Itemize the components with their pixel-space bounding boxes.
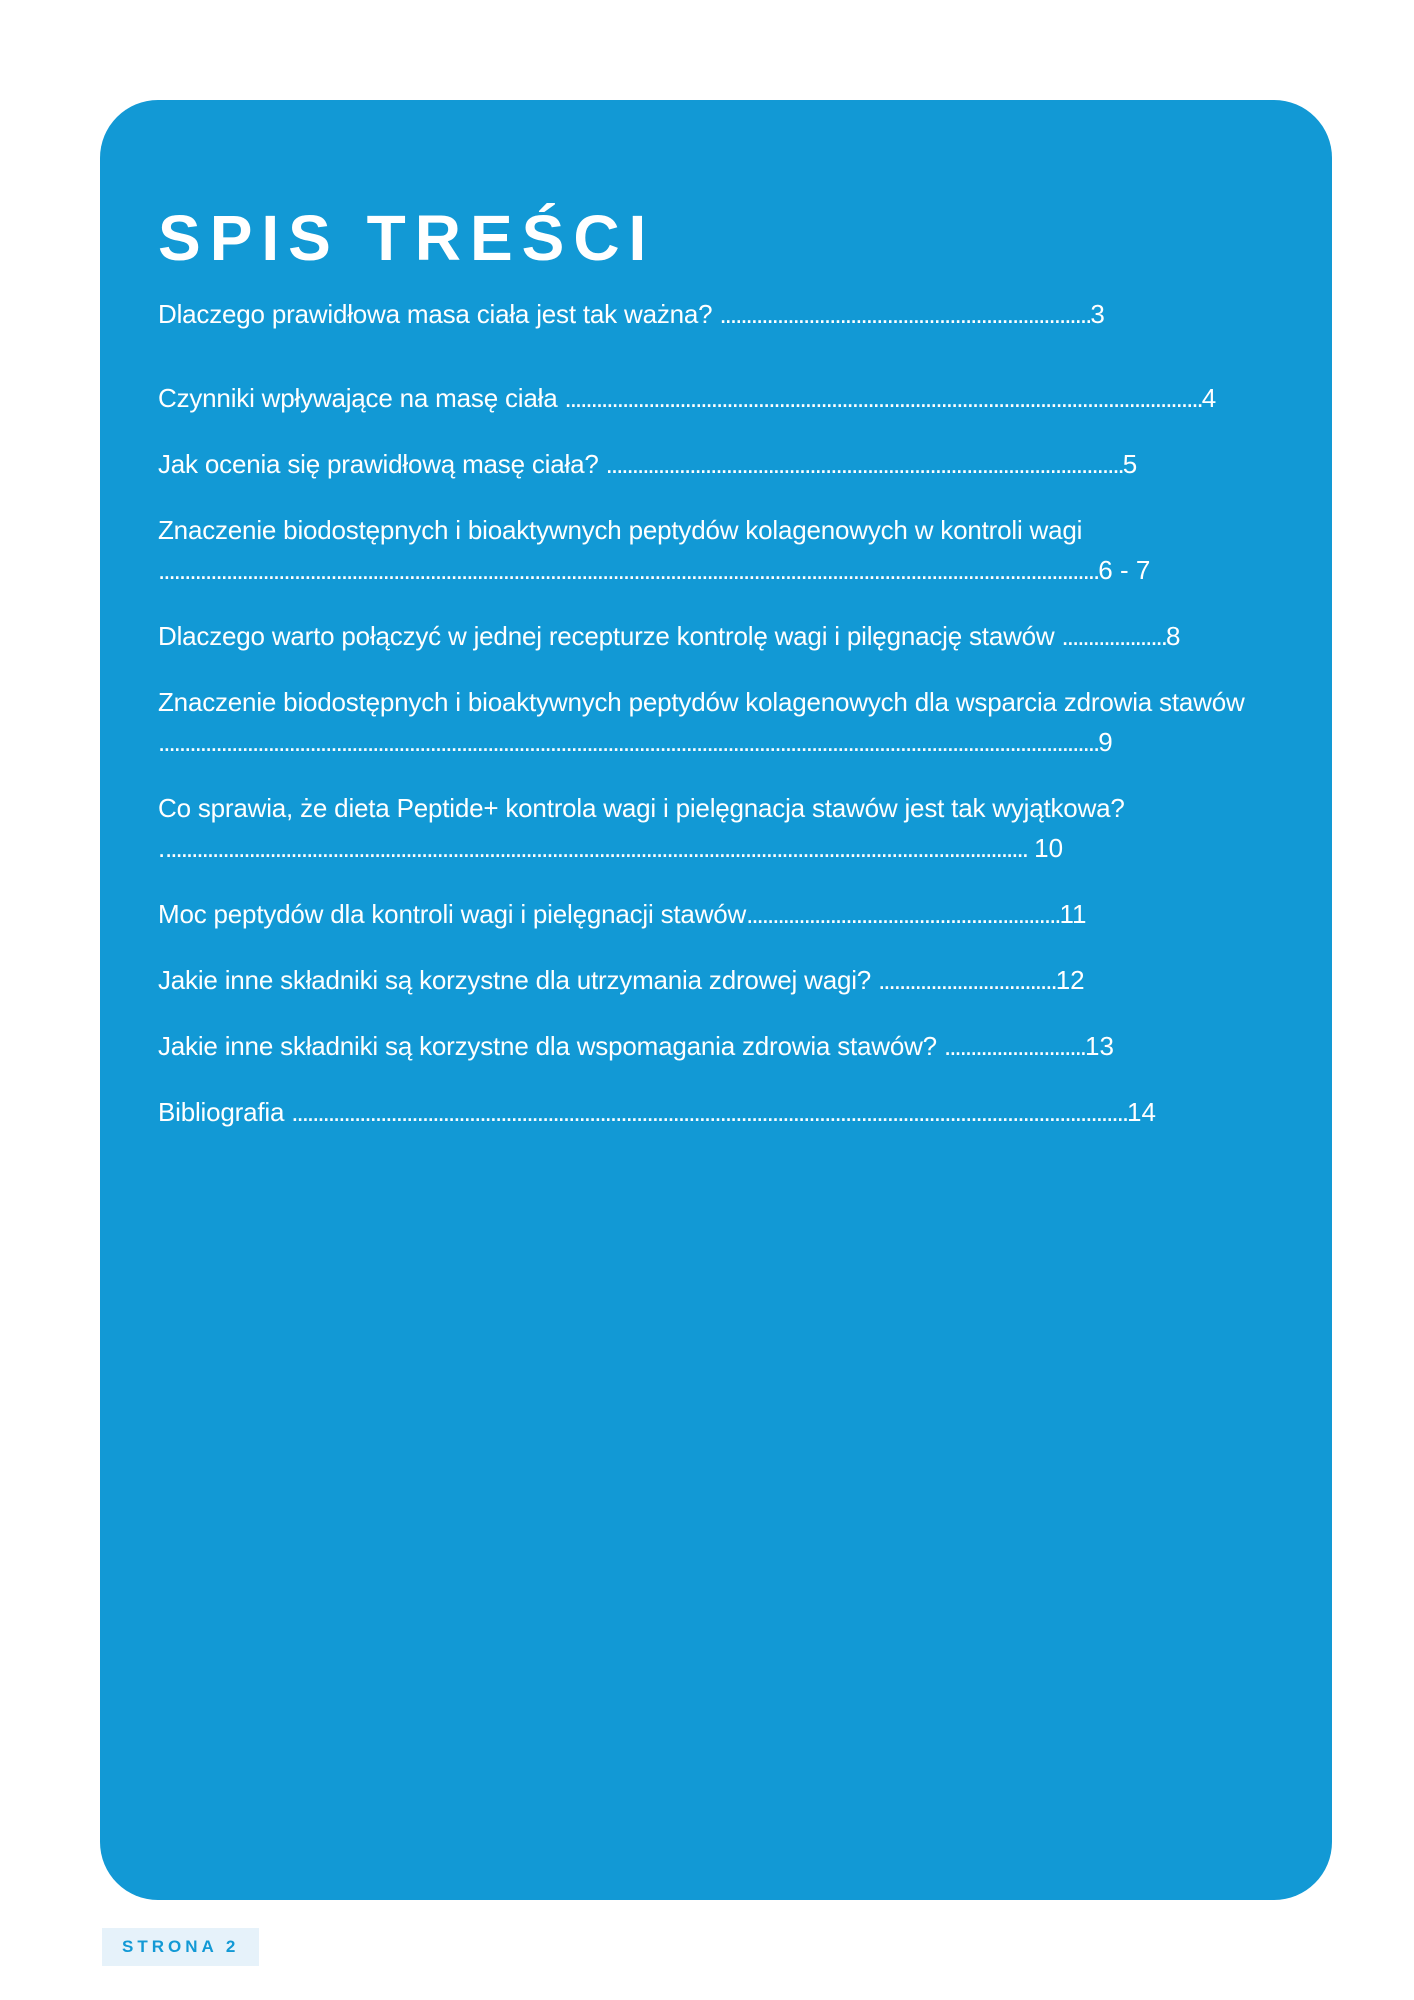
toc-page-number: 5 <box>1122 449 1138 479</box>
toc-entry <box>158 1026 1270 1066</box>
toc-entry-label: Dlaczego prawidłowa masa ciała jest tak ważna? <box>158 299 720 329</box>
toc-page-number: 4 <box>1201 383 1217 413</box>
toc-entry <box>158 960 1270 1000</box>
toc-page-number: 9 <box>1098 727 1113 757</box>
toc-entry-label: Moc peptydów dla kontroli wagi i pielęgnacji stawów <box>158 899 747 929</box>
toc-entry <box>158 894 1270 934</box>
toc-leader-dots: ................................................................................................... <box>605 449 1123 479</box>
toc-entry <box>158 682 1270 762</box>
toc-page-number: 8 <box>1166 621 1181 651</box>
toc-leader-dots: .......................................................................................................................... <box>564 383 1202 413</box>
toc-entry <box>158 616 1270 656</box>
toc-leader-dots: ....................................................................... <box>719 299 1091 329</box>
toc-leader-dots: ................................................................................................................................................................ <box>291 1097 1128 1127</box>
toc-page-number: 12 <box>1055 965 1085 995</box>
toc-page-number: 14 <box>1127 1097 1156 1127</box>
toc-page-number: 3 <box>1090 299 1105 329</box>
toc-entry <box>158 444 1270 484</box>
toc-page-number: 6 - 7 <box>1098 555 1151 585</box>
toc-entry <box>158 788 1270 868</box>
page-title: SPIS TREŚCI <box>158 202 656 274</box>
toc-entry-label: Jakie inne składniki są korzystne dla utrzymania zdrowej wagi? <box>158 965 879 995</box>
toc-leader-dots: .................................. <box>878 965 1056 995</box>
toc-entry-label: Czynniki wpływające na masę ciała <box>158 383 565 413</box>
toc-entry-label: Dlaczego warto połączyć w jednej recepturze kontrolę wagi i pilęgnację stawów <box>158 621 1062 651</box>
page-number-badge: STRONA 2 <box>102 1928 259 1966</box>
toc-entry-label: Znaczenie biodostępnych i bioaktywnych peptydów kolagenowych dla wsparcia zdrowia stawów <box>158 687 1245 717</box>
toc-leader-dots: ..................................................................................................................................................................... <box>165 833 1027 863</box>
toc-leader-dots: .................................................................................................................................................................................... <box>158 555 1099 585</box>
toc-entry-label: Jak ocenia się prawidłową masę ciała? <box>158 449 606 479</box>
toc-leader-dots: .................... <box>1061 621 1167 651</box>
toc-leader-dots: .................................................................................................................................................................................... <box>158 727 1099 757</box>
content-card <box>100 100 1332 1900</box>
toc-entry-label: Bibliografia <box>158 1097 292 1127</box>
toc-page-number: 10 <box>1026 833 1064 863</box>
toc-entry <box>158 378 1270 418</box>
toc-entry-label: Znaczenie biodostępnych i bioaktywnych peptydów kolagenowych w kontroli wagi <box>158 515 1083 545</box>
toc-list <box>158 294 1270 1132</box>
toc-page-number: 11 <box>1059 899 1087 929</box>
toc-entry-label: Co sprawia, że dieta Peptide+ kontrola wagi i pielęgnacja stawów jest tak wyjątkowa? . <box>158 793 1125 863</box>
toc-leader-dots: ............................................................ <box>746 899 1060 929</box>
toc-entry <box>158 1092 1270 1132</box>
toc-leader-dots: ........................... <box>943 1031 1086 1061</box>
toc-entry <box>158 510 1270 590</box>
toc-entry-label: Jakie inne składniki są korzystne dla wspomagania zdrowia stawów? <box>158 1031 944 1061</box>
toc-page-number: 13 <box>1085 1031 1114 1061</box>
toc-entry <box>158 294 1270 334</box>
